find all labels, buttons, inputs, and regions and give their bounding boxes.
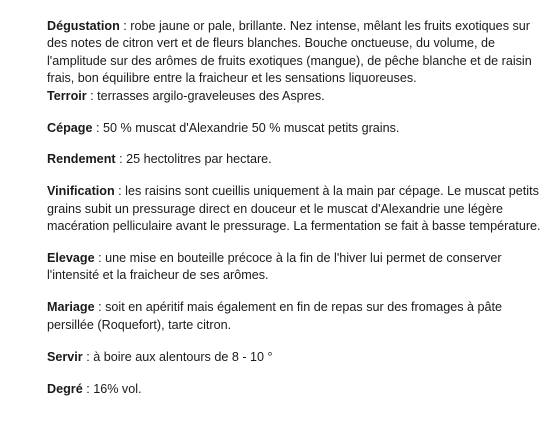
terroir-text: : terrasses argilo-graveleuses des Aspres. (86, 88, 325, 103)
vinification-paragraph (47, 183, 542, 235)
elevage-text: : une mise en bouteille précoce à la fin de l'hiver lui permet de conserver l'intensité et la fraicheur de ses arômes. (47, 251, 502, 283)
mariage-text: : soit en apéritif mais également en fin de repas sur des fromages à pâte persillée (Roquefort), tarte citron. (47, 300, 503, 332)
terroir-label: Terroir (47, 88, 87, 103)
rendement-label: Rendement (47, 152, 116, 167)
degre-text: : 16% vol. (82, 381, 142, 396)
servir-paragraph (47, 349, 542, 366)
cepage-text: : 50 % muscat d'Alexandrie 50 % muscat petits grains. (92, 120, 400, 135)
vinification-label: Vinification (47, 184, 115, 199)
cepage-label: Cépage (47, 120, 93, 135)
mariage-paragraph (47, 299, 542, 334)
degre-label: Degré (47, 381, 83, 396)
degustation-text: : robe jaune or pale, brillante. Nez intense, mêlant les fruits exotiques sur des notes de citron vert et de fleurs blanches. Bouche onctueuse, du volume, de l'amplitude sur des arômes de fruits exotiques (mangue), de pêche blanche et de raisin frais, bon équilibre entre la fraicheur et les sensations liquoreuses. (47, 19, 532, 86)
vinification-text: : les raisins sont cueillis uniquement à la main par cépage. Le muscat petits grains subit un pressurage direct en douceur et le muscat d'Alexandrie une légère macération pelliculaire avant le pressurage. La fermentation se fait à basse température. (47, 184, 541, 234)
mariage-label: Mariage (47, 300, 95, 315)
degustation-label: Dégustation (47, 19, 120, 33)
servir-label: Servir (47, 349, 83, 364)
degustation-paragraph (47, 18, 542, 88)
terroir-paragraph (47, 88, 542, 105)
servir-text: : à boire aux alentours de 8 - 10 ° (82, 349, 273, 364)
rendement-text: : 25 hectolitres par hectare. (115, 152, 272, 167)
degre-paragraph (47, 381, 542, 398)
elevage-label: Elevage (47, 251, 95, 266)
wine-description-document (47, 18, 542, 398)
elevage-paragraph (47, 250, 542, 285)
cepage-paragraph (47, 120, 542, 137)
rendement-paragraph (47, 151, 542, 168)
